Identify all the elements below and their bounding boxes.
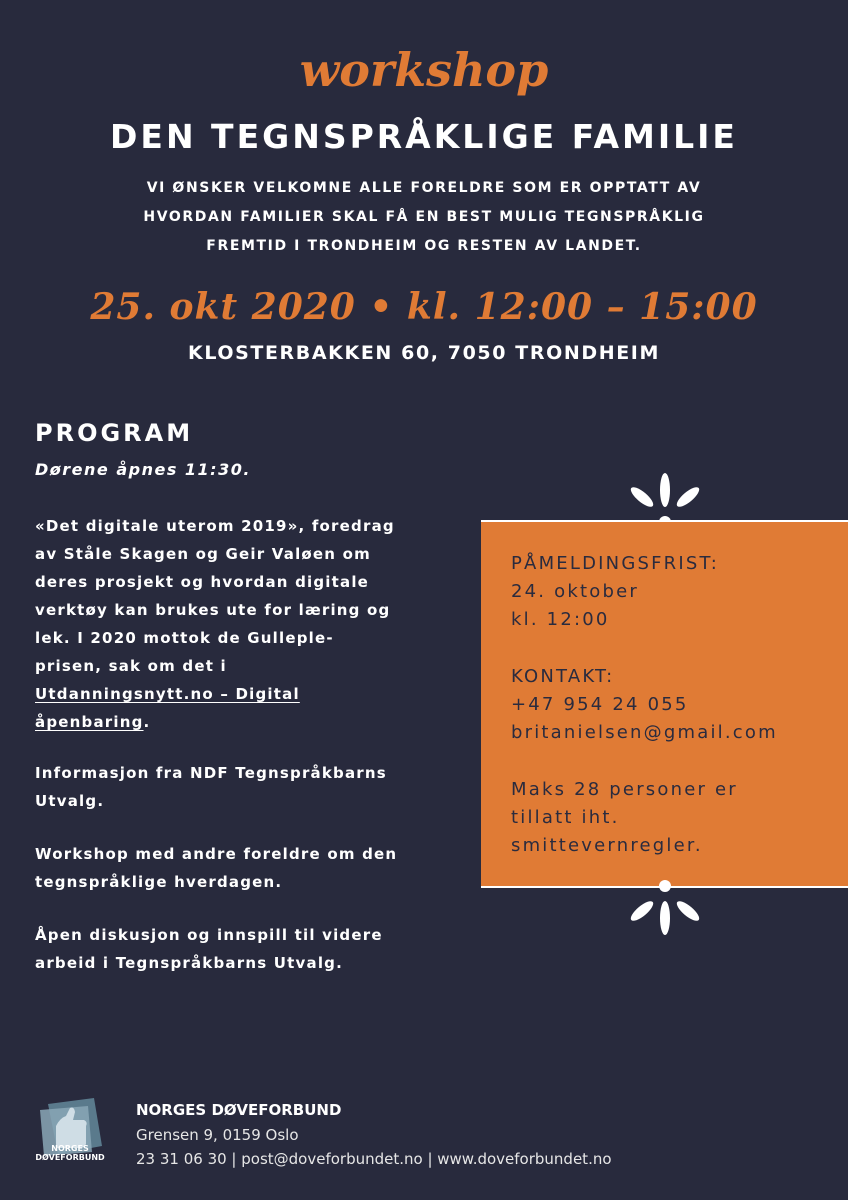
deadline-label: PÅMELDINGSFRIST: bbox=[511, 553, 719, 574]
deadline-date: 24. oktober bbox=[511, 581, 639, 602]
logo-emblem-icon bbox=[30, 1096, 110, 1176]
program-item-talk bbox=[35, 512, 465, 736]
article-link-text[interactable]: Utdanningsnytt.no – Digital bbox=[35, 685, 300, 703]
article-link-text-cont[interactable]: åpenbaring bbox=[35, 713, 144, 731]
org-name: NORGES DØVEFORBUND bbox=[136, 1101, 342, 1119]
program-heading: PROGRAM bbox=[35, 419, 194, 447]
intro-line: VI ØNSKER VELKOMNE ALLE FORELDRE SOM ER OPPTATT AV bbox=[146, 180, 702, 196]
program-item-info bbox=[35, 759, 465, 815]
program-line: Informasjon fra NDF Tegnspråkbarns bbox=[35, 764, 387, 782]
info-box bbox=[481, 520, 848, 888]
program-line: prisen, sak om det i bbox=[35, 657, 227, 675]
program-line: Åpen diskusjon og innspill til videre bbox=[35, 926, 383, 944]
capacity-line: Maks 28 personer er bbox=[511, 779, 738, 800]
event-datetime: 25. okt 2020 • kl. 12:00 – 15:00 bbox=[90, 286, 758, 328]
contact-label: KONTAKT: bbox=[511, 666, 615, 687]
intro-line: FREMTID I TRONDHEIM OG RESTEN AV LANDET. bbox=[206, 238, 642, 254]
program-item-discussion bbox=[35, 921, 465, 977]
program-line: «Det digitale uterom 2019», foredrag bbox=[35, 517, 395, 535]
program-item-workshop bbox=[35, 840, 465, 896]
capacity-note bbox=[511, 776, 841, 860]
logo-text-line: DØVEFORBUND bbox=[35, 1153, 105, 1162]
contact-email[interactable]: britanielsen@gmail.com bbox=[511, 722, 778, 743]
doors-open-time: Dørene åpnes 11:30. bbox=[35, 460, 251, 479]
period: . bbox=[143, 713, 151, 731]
workshop-kicker: workshop bbox=[299, 43, 549, 97]
contact-phone[interactable]: +47 954 24 055 bbox=[511, 694, 689, 715]
event-title: DEN TEGNSPRÅKLIGE FAMILIE bbox=[110, 117, 738, 156]
logo-text-line: NORGES bbox=[51, 1144, 89, 1153]
program-line: av Ståle Skagen og Geir Valøen om bbox=[35, 545, 371, 563]
org-contact-line[interactable]: 23 31 06 30 | post@doveforbundet.no | www.doveforbundet.no bbox=[136, 1150, 612, 1168]
intro-text bbox=[0, 174, 848, 261]
divider bbox=[481, 520, 848, 522]
deadline-time: kl. 12:00 bbox=[511, 609, 610, 630]
program-line: deres prosjekt og hvordan digitale bbox=[35, 573, 370, 591]
deadline-section bbox=[511, 550, 841, 634]
flower-burst-bottom-icon bbox=[620, 876, 710, 938]
program-line: verktøy kan brukes ute for læring og bbox=[35, 601, 391, 619]
program-line: arbeid i Tegnspråkbarns Utvalg. bbox=[35, 954, 343, 972]
org-address: Grensen 9, 0159 Oslo bbox=[136, 1126, 299, 1144]
capacity-line: smittevernregler. bbox=[511, 835, 703, 856]
event-address: KLOSTERBAKKEN 60, 7050 TRONDHEIM bbox=[188, 342, 660, 364]
article-link[interactable] bbox=[35, 680, 465, 708]
program-line: tegnspråklige hverdagen. bbox=[35, 873, 283, 891]
program-line: Utvalg. bbox=[35, 792, 105, 810]
intro-line: HVORDAN FAMILIER SKAL FÅ EN BEST MULIG TEGNSPRÅKLIG bbox=[143, 209, 705, 225]
ndf-logo bbox=[30, 1096, 110, 1176]
program-line: lek. I 2020 mottok de Gulleple- bbox=[35, 629, 334, 647]
program-line: Workshop med andre foreldre om den bbox=[35, 845, 398, 863]
capacity-line: tillatt iht. bbox=[511, 807, 620, 828]
contact-section bbox=[511, 663, 841, 747]
